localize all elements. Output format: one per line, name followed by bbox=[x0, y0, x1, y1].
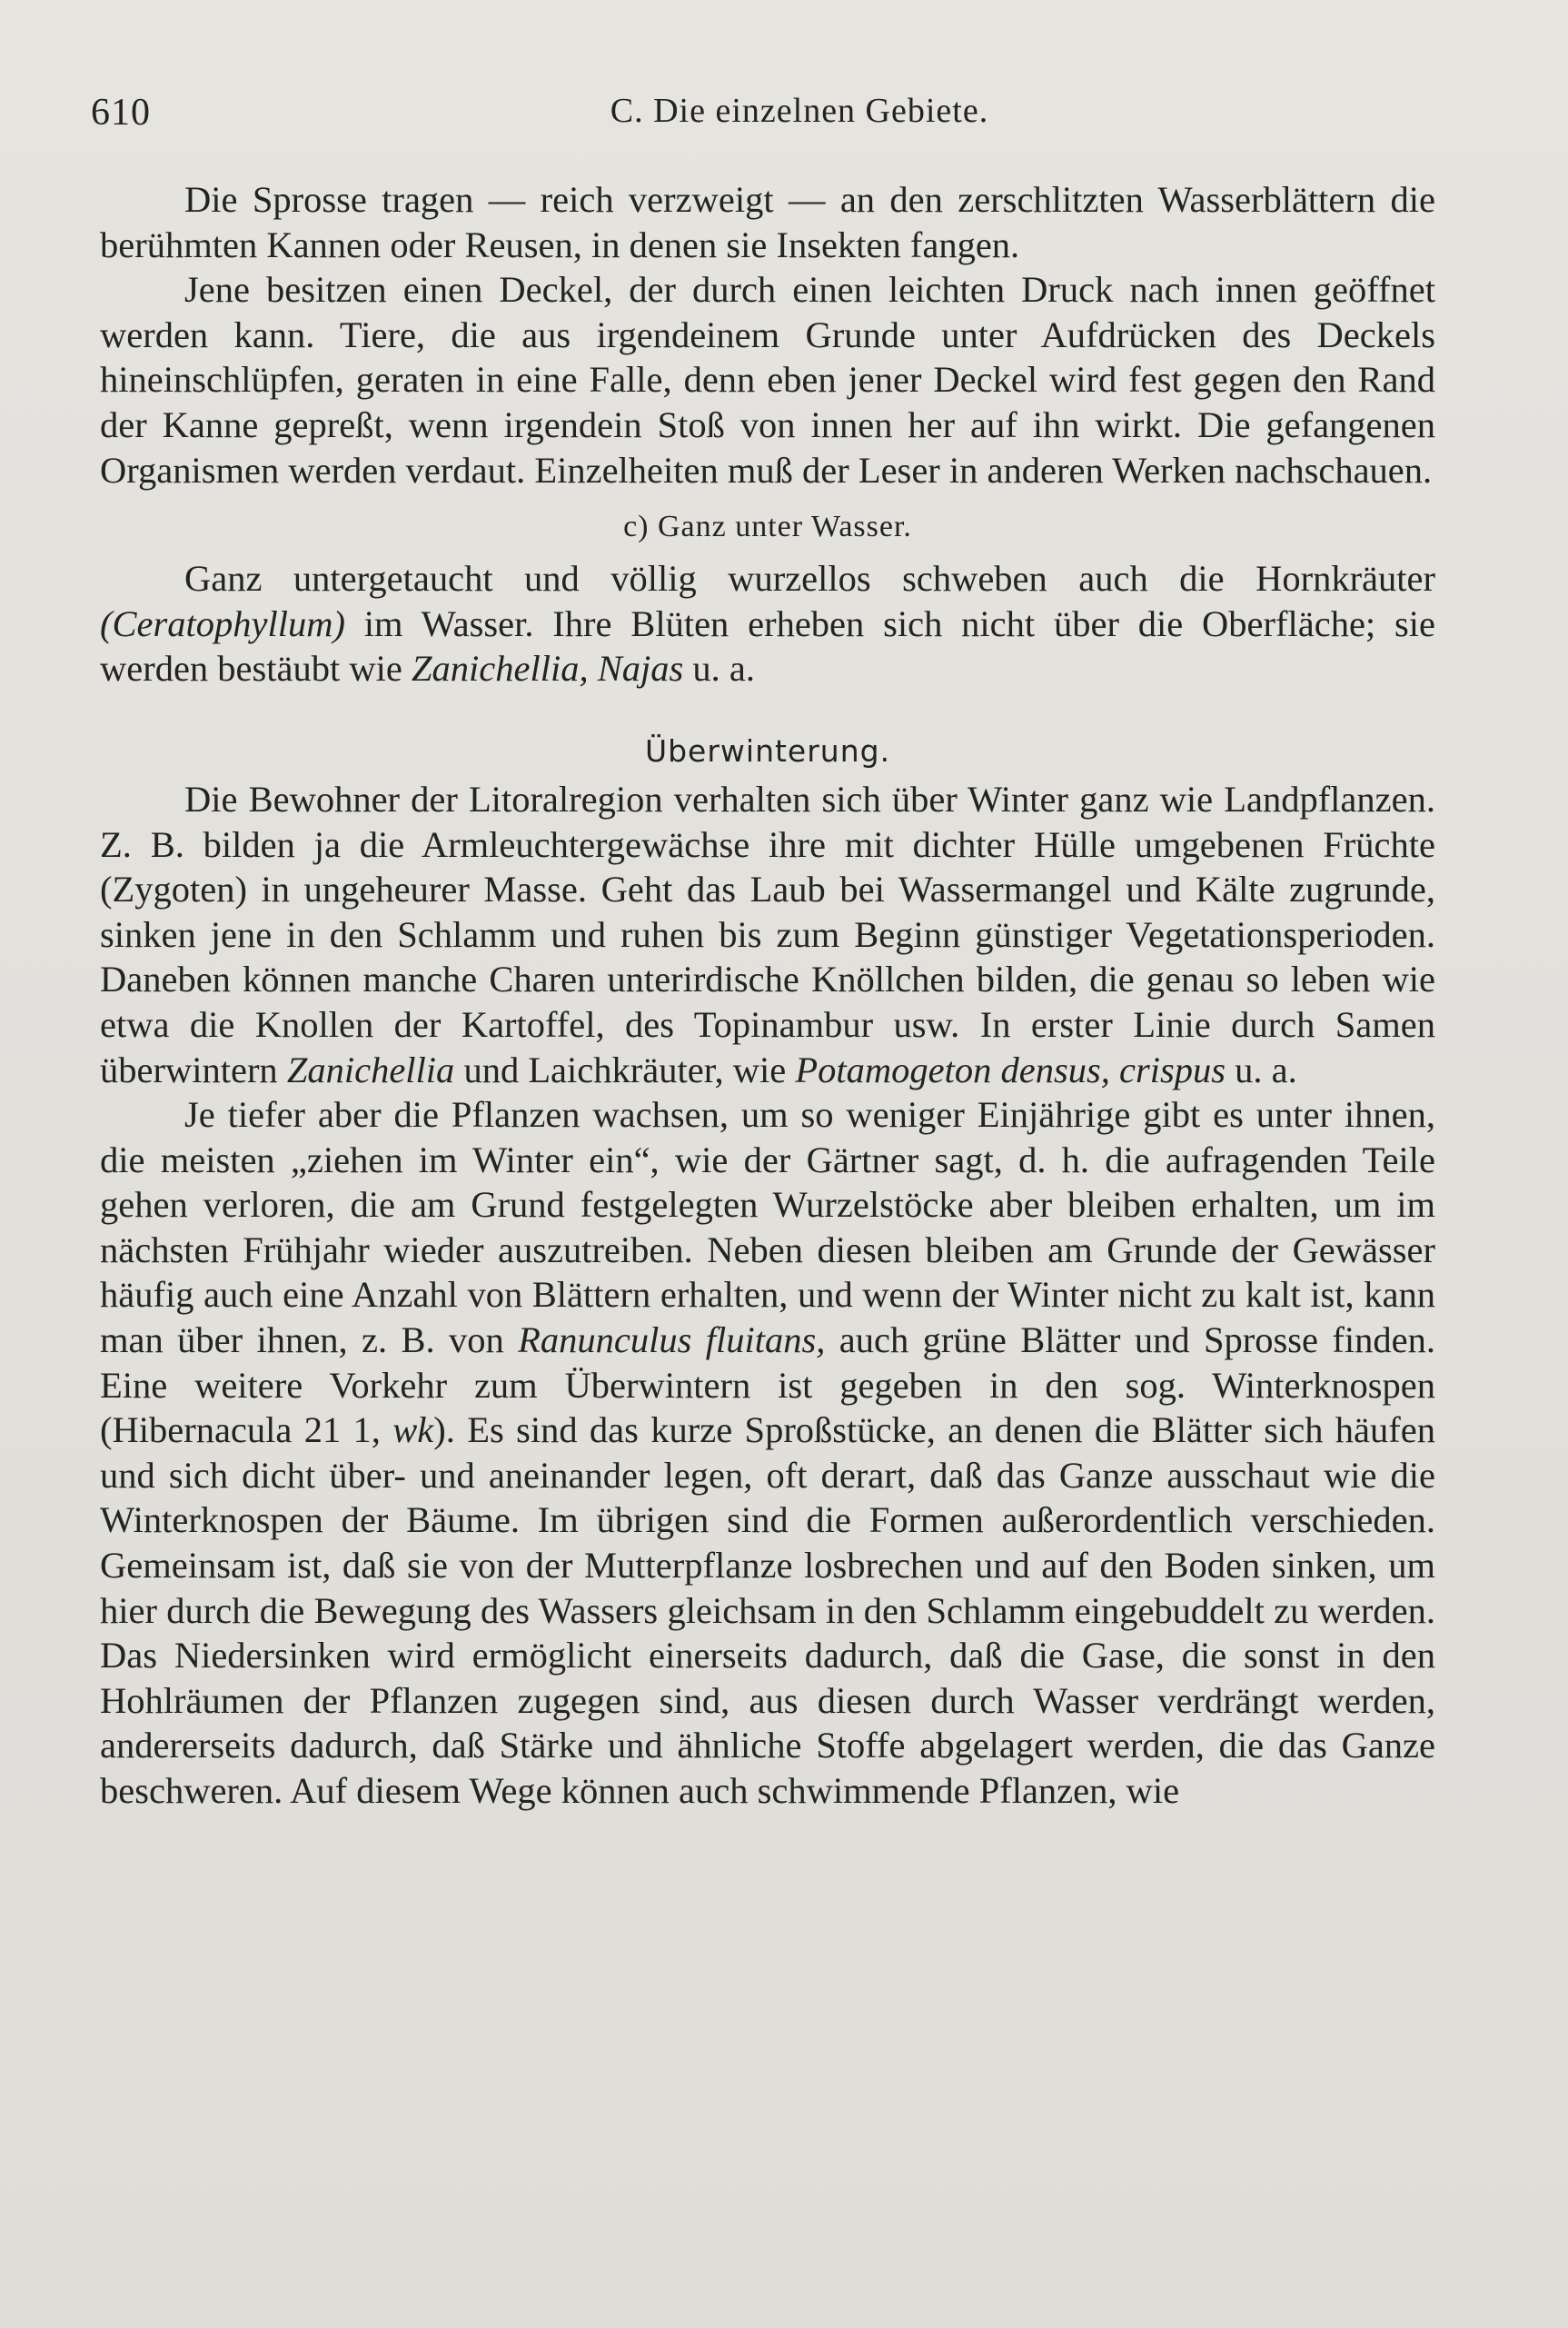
text-run: u. a. bbox=[1226, 1049, 1297, 1090]
page-header bbox=[91, 91, 1435, 145]
body-text bbox=[100, 177, 1435, 1814]
paragraph-winterknospen bbox=[100, 1092, 1435, 1814]
italic-taxon: (Ceratophyllum) bbox=[100, 602, 345, 644]
text-run: Die Bewohner der Litoralregion verhalten sich über Winter ganz wie Landpflanzen. Z. B. bilden ja die Armleuchtergewächse ihre mit dichter Hülle umgebenen Früchte (Zygoten) in ungeheurer Masse. Geht das Laub bei Wassermangel und Kälte zugrunde, sinken jene in den Schlamm und ruhen bis zum Beginn günstiger Vegetationsperioden. Daneben können manche Charen unterirdische Knöllchen bilden, die genau so leben wie etwa die Knollen der Kartoffel, des Topinambur usw. In erster Linie durch Samen überwintern bbox=[100, 778, 1435, 1090]
text-run: und Laichkräuter, wie bbox=[454, 1049, 796, 1090]
text-run: im Wasser. Ihre Blüten erheben sich nicht über die Oberfläche; sie werden bestäubt wie bbox=[100, 602, 1435, 690]
text-run: auch grüne Blätter und Sprosse finden. Eine weitere Vorkehr zum Überwintern ist gegeben in den sog. Winterknospen (Hibernacula 21 1, bbox=[100, 1319, 1435, 1451]
text-run: Ganz untergetaucht und völlig wurzellos schweben auch die Hornkräuter bbox=[184, 558, 1435, 600]
paragraph-sprosse: Die Sprosse tragen — reich verzweigt — an den zerschlitzten Wasserblättern die berühmten Kannen oder Reusen, in denen sie Insekten fangen. bbox=[100, 179, 1435, 265]
subheading-ganz-unter-wasser: c) Ganz unter Wasser. bbox=[623, 510, 912, 544]
italic-figure-ref: wk bbox=[392, 1409, 434, 1451]
section-heading-ueberwinterung: Überwinterung. bbox=[644, 732, 891, 769]
running-head: C. Die einzelnen Gebiete. bbox=[610, 92, 989, 130]
text-run: Je tiefer aber die Pflanzen wachsen, um so weniger Einjährige gibt es unter ihnen, die meisten „ziehen im Winter ein“, wie der Gärtner sagt, d. h. die aufragenden Teile gehen verloren, die am Grund festgelegten Wurzelstöcke aber bleiben erhalten, um im nächsten Frühjahr wieder auszutreiben. Neben diesen bleiben am Grunde der Gewässer häufig auch eine Anzahl von Blättern erhalten, und wenn der Winter nicht zu kalt ist, kann man über ihnen, z. B. von bbox=[100, 1094, 1435, 1361]
italic-taxon: Zanichellia bbox=[286, 1049, 455, 1090]
paragraph-hornkraeuter bbox=[100, 556, 1435, 691]
text-run: u. a. bbox=[683, 648, 756, 690]
italic-taxon: Zanichellia, Najas bbox=[412, 648, 684, 690]
italic-taxon: Potamogeton densus, crispus bbox=[795, 1049, 1226, 1090]
italic-taxon: Ranunculus fluitans, bbox=[518, 1319, 826, 1361]
text-run: ). Es sind das kurze Sproßstücke, an denen die Blätter sich häufen und sich dicht über- und aneinander legen, oft derart, daß das Ganze ausschaut wie die Winterknospen der Bäume. Im übrigen sind die Formen außerordentlich verschieden. Gemeinsam ist, daß sie von der Mutterpflanze losbrechen und auf den Boden sinken, um hier durch die Bewegung des Wassers gleichsam in den Schlamm eingebuddelt zu werden. Das Niedersinken wird ermöglicht einerseits dadurch, daß die Gase, die sonst in den Hohlräumen der Pflanzen zugegen sind, aus diesen durch Wasser verdrängt werden, andererseits dadurch, daß Stärke und ähnliche Stoffe abgelagert werden, die das Ganze beschweren. Auf diesem Wege können auch schwimmende Pflanzen, wie bbox=[100, 1409, 1435, 1811]
page-number: 610 bbox=[91, 92, 151, 134]
paragraph-litoralregion bbox=[100, 777, 1435, 1092]
paragraph-deckel: Jene besitzen einen Deckel, der durch einen leichten Druck nach innen geöffnet werden kann. Tiere, die aus irgendeinem Grunde unter Aufdrücken des Deckels hineinschlüpfen, geraten in eine Falle, denn eben jener Deckel wird fest gegen den Rand der Kanne gepreßt, wenn irgendein Stoß von innen her auf ihn wirkt. Die gefangenen Organismen werden verdaut. Einzelheiten muß der Leser in anderen Werken nachschauen. bbox=[100, 269, 1435, 491]
